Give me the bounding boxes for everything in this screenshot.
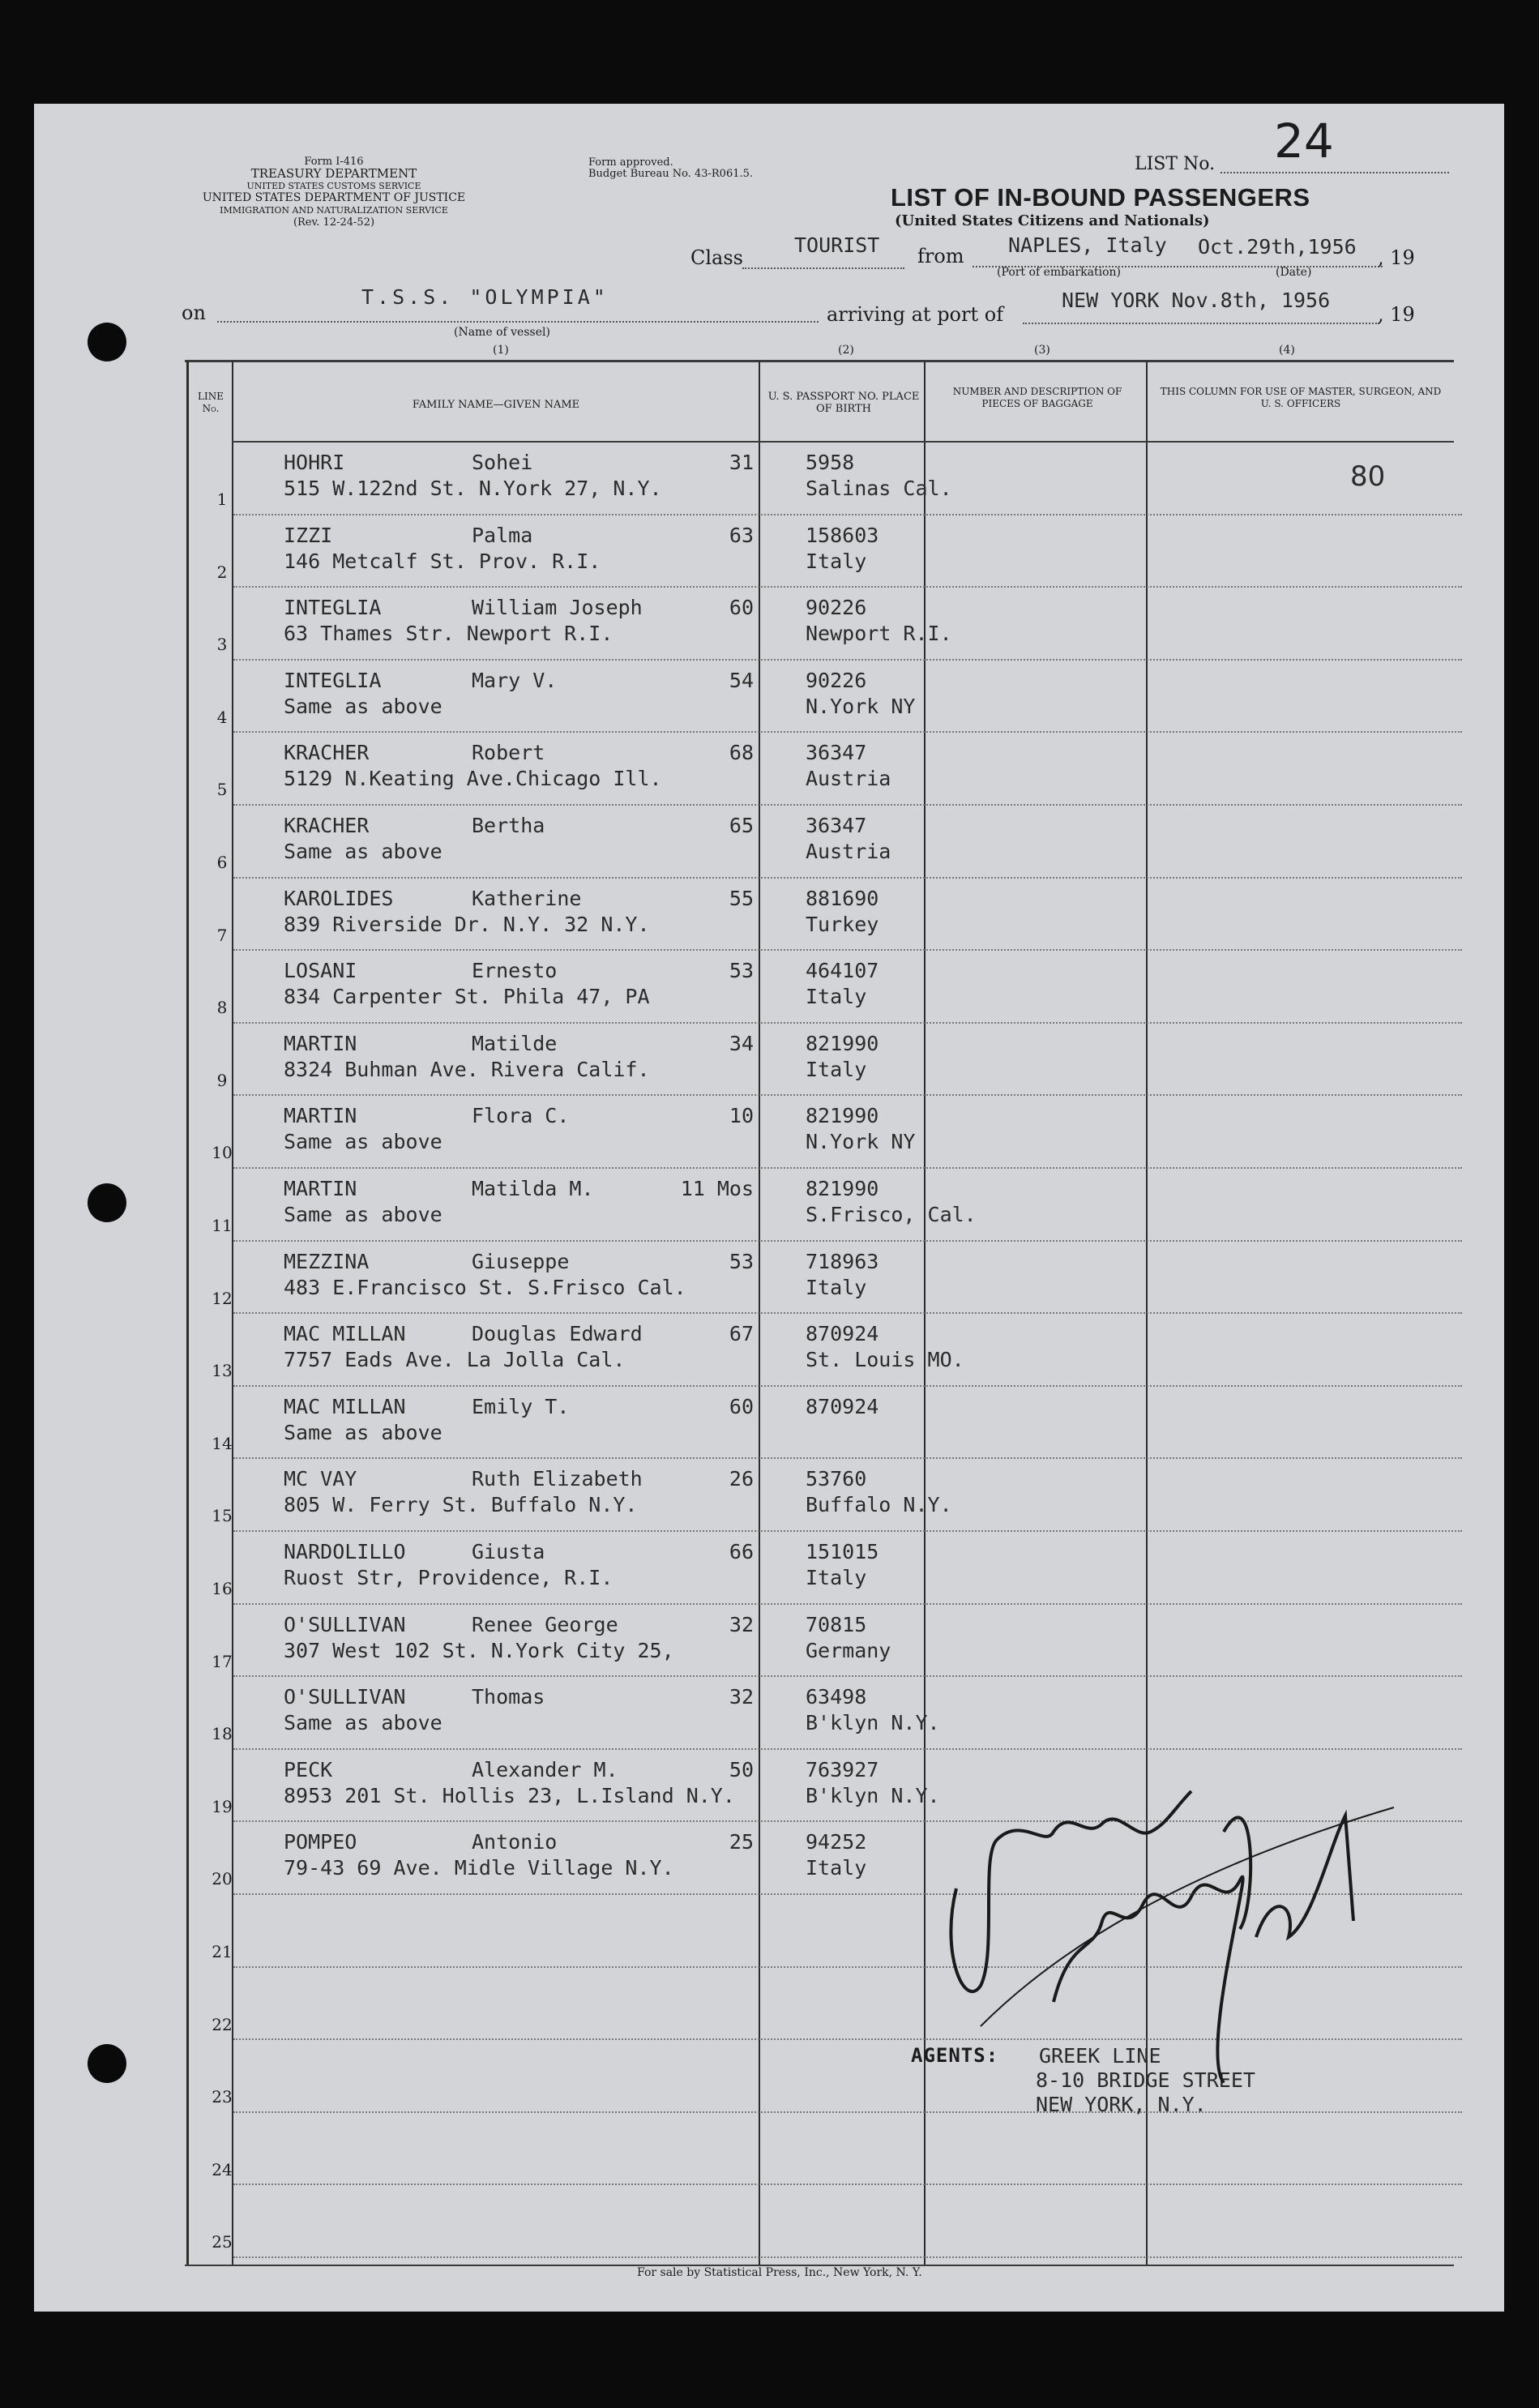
from-label: from (917, 245, 964, 267)
address: 839 Riverside Dr. N.Y. 32 N.Y. (284, 912, 650, 936)
given-name: Emily T. (472, 1394, 570, 1418)
address: Same as above (284, 840, 442, 863)
address: Ruost Str, Providence, R.I. (284, 1566, 613, 1589)
line-number: 25 (212, 2232, 233, 2252)
row-divider (233, 1240, 1462, 1242)
line-number: 7 (216, 925, 228, 945)
row-divider (233, 1675, 1462, 1677)
place-of-birth: B'klyn N.Y. (806, 1783, 940, 1807)
address: 5129 N.Keating Ave.Chicago Ill. (284, 767, 662, 791)
age: 11 Mos (680, 1177, 754, 1200)
family-name: MARTIN (284, 1104, 357, 1128)
place-of-birth: St. Louis MO. (806, 1348, 964, 1372)
revision-date: (Rev. 12-24-52) (293, 216, 375, 229)
line-number: 19 (212, 1796, 233, 1816)
given-name: Ernesto (472, 959, 558, 983)
agent-name: GREEK LINE (1039, 2044, 1161, 2068)
age: 67 (729, 1322, 754, 1346)
address: 8324 Buhman Ave. Rivera Calif. (284, 1057, 650, 1081)
line-number: 21 (212, 1942, 233, 1961)
age: 66 (729, 1540, 754, 1563)
vessel-caption: (Name of vessel) (454, 326, 550, 339)
place-of-birth: Italy (806, 985, 867, 1009)
given-name: Giusta (472, 1540, 545, 1563)
family-name: KRACHER (284, 741, 370, 765)
family-name: O'SULLIVAN (284, 1612, 406, 1636)
age: 65 (729, 814, 754, 837)
given-name: Mary V. (472, 668, 558, 692)
passport-no: 881690 (806, 886, 879, 910)
ins-service: IMMIGRATION AND NATURALIZATION SERVICE (220, 205, 448, 216)
embarkation-date: Oct.29th,1956 (1198, 235, 1357, 259)
row-divider (233, 804, 1462, 806)
place-of-birth: Austria (806, 840, 891, 863)
row-divider (233, 1530, 1462, 1532)
address: 515 W.122nd St. N.York 27, N.Y. (284, 477, 662, 500)
line-number: 6 (216, 853, 228, 872)
passport-no: 151015 (806, 1540, 879, 1563)
officer-note: 80 (1350, 460, 1386, 493)
age: 63 (729, 523, 754, 547)
passport-no: 870924 (806, 1394, 879, 1418)
punch-hole (88, 1183, 126, 1222)
line-number: 14 (212, 1433, 233, 1453)
given-name: Bertha (472, 814, 545, 837)
line-number: 10 (212, 1143, 233, 1163)
line-number: 4 (216, 707, 228, 727)
class-value: TOURIST (794, 233, 880, 257)
given-name: Renee George (472, 1612, 618, 1636)
family-name: LOSANI (284, 959, 357, 983)
line-number: 5 (216, 780, 228, 800)
row-divider (233, 1022, 1462, 1024)
family-name: O'SULLIVAN (284, 1685, 406, 1709)
col-header-line-no: LINE No. (198, 391, 224, 414)
address: Same as above (284, 694, 442, 718)
given-name: Flora C. (472, 1104, 570, 1128)
col-header-baggage: NUMBER AND DESCRIPTION OF PIECES OF BAGGAGE (952, 386, 1122, 409)
line-number: 23 (212, 2087, 233, 2107)
family-name: MEZZINA (284, 1249, 370, 1273)
passport-no: 90226 (806, 596, 867, 620)
date-caption: (Date) (1276, 266, 1312, 279)
arrival-port-date: NEW YORK Nov.8th, 1956 (1062, 289, 1331, 312)
year-label: , 19 (1378, 303, 1415, 326)
caption-1: (1) (493, 344, 509, 357)
arriving-label: arriving at port of (827, 303, 1004, 326)
arrival-line (1023, 323, 1379, 324)
place-of-birth: S.Frisco, Cal. (806, 1203, 977, 1226)
family-name: INTEGLIA (284, 668, 382, 692)
place-of-birth: Italy (806, 1856, 867, 1880)
row-divider (233, 2111, 1462, 2113)
address: Same as above (284, 1130, 442, 1154)
caption-4: (4) (1279, 344, 1295, 357)
place-of-birth: Italy (806, 1057, 867, 1081)
form-approval (588, 157, 753, 180)
age: 25 (729, 1830, 754, 1854)
given-name: Robert (472, 741, 545, 765)
age: 54 (729, 668, 754, 692)
row-divider (233, 2256, 1462, 2258)
line-number: 16 (212, 1579, 233, 1598)
line-number: 3 (216, 635, 228, 655)
header-rule (232, 441, 1454, 443)
given-name: Matilde (472, 1031, 558, 1055)
row-divider (233, 2183, 1462, 2185)
list-no-line (1221, 172, 1449, 173)
line-number: 15 (212, 1506, 233, 1526)
line-number: 11 (212, 1216, 233, 1235)
passport-no: 763927 (806, 1757, 879, 1781)
family-name: MAC MILLAN (284, 1322, 406, 1346)
agent-city: NEW YORK, N.Y. (1036, 2093, 1207, 2116)
passport-no: 36347 (806, 814, 867, 837)
form-number: Form I-416 (304, 156, 364, 168)
age: 53 (729, 959, 754, 983)
signature-icon (932, 1743, 1418, 2083)
col-header-name: FAMILY NAME—GIVEN NAME (412, 399, 580, 411)
row-divider (233, 731, 1462, 733)
address: 483 E.Francisco St. S.Frisco Cal. (284, 1275, 686, 1299)
list-no-label: LIST No. (1135, 154, 1216, 174)
family-name: IZZI (284, 523, 333, 547)
given-name: Giuseppe (472, 1249, 570, 1273)
passport-no: 821990 (806, 1031, 879, 1055)
agent-address: 8-10 BRIDGE STREET (1036, 2068, 1255, 2092)
age: 60 (729, 596, 754, 620)
family-name: MC VAY (284, 1467, 357, 1491)
port-of-embarkation: NAPLES, Italy (1008, 233, 1167, 257)
given-name: Palma (472, 523, 533, 547)
form-agency-block (188, 156, 480, 229)
family-name: POMPEO (284, 1830, 357, 1854)
family-name: KAROLIDES (284, 886, 394, 910)
place-of-birth: N.York NY (806, 694, 916, 718)
passport-no: 158603 (806, 523, 879, 547)
caption-2: (2) (838, 344, 854, 357)
printer-footer: For sale by Statistical Press, Inc., New York, N. Y. (637, 2266, 922, 2279)
agents-label: AGENTS: (911, 2044, 999, 2067)
given-name: Douglas Edward (472, 1322, 643, 1346)
family-name: KRACHER (284, 814, 370, 837)
passport-no: 53760 (806, 1467, 867, 1491)
given-name: Katherine (472, 886, 582, 910)
age: 10 (729, 1104, 754, 1128)
passport-no: 90226 (806, 668, 867, 692)
age: 60 (729, 1394, 754, 1418)
document-subtitle: (United States Citizens and Nationals) (895, 212, 1210, 229)
place-of-birth: Austria (806, 767, 891, 791)
given-name: Ruth Elizabeth (472, 1467, 643, 1491)
address: 7757 Eads Ave. La Jolla Cal. (284, 1348, 626, 1372)
row-divider (233, 514, 1462, 515)
given-name: Thomas (472, 1685, 545, 1709)
family-name: MAC MILLAN (284, 1394, 406, 1418)
row-divider (233, 877, 1462, 879)
place-of-birth: Germany (806, 1638, 891, 1662)
table-top-border (185, 360, 1454, 362)
age: 53 (729, 1249, 754, 1273)
line-number: 9 (216, 1070, 228, 1090)
passport-no: 63498 (806, 1685, 867, 1709)
punch-hole (88, 2044, 126, 2083)
passport-no: 94252 (806, 1830, 867, 1854)
row-divider (233, 1312, 1462, 1314)
class-label: Class (690, 246, 743, 269)
line-number: 2 (216, 562, 228, 582)
budget-bureau: Budget Bureau No. 43-R061.5. (588, 168, 754, 180)
address: Same as above (284, 1711, 442, 1735)
passport-no: 36347 (806, 741, 867, 765)
passport-no: 821990 (806, 1104, 879, 1128)
document-title: LIST OF IN-BOUND PASSENGERS (891, 183, 1310, 212)
caption-3: (3) (1034, 344, 1050, 357)
row-divider (233, 659, 1462, 661)
line-number: 13 (212, 1361, 233, 1381)
address: 63 Thames Str. Newport R.I. (284, 622, 613, 646)
row-divider (233, 1457, 1462, 1459)
treasury-dept: TREASURY DEPARTMENT (250, 166, 417, 181)
given-name: Antonio (472, 1830, 558, 1854)
age: 32 (729, 1612, 754, 1636)
line-number: 22 (212, 2014, 233, 2034)
family-name: HOHRI (284, 451, 345, 474)
place-of-birth: Salinas Cal. (806, 477, 952, 500)
age: 50 (729, 1757, 754, 1781)
justice-dept: UNITED STATES DEPARTMENT OF JUSTICE (202, 191, 466, 204)
place-of-birth: Italy (806, 1275, 867, 1299)
passport-no: 870924 (806, 1322, 879, 1346)
passport-no: 464107 (806, 959, 879, 983)
class-line (742, 267, 904, 269)
col-header-passport: U. S. PASSPORT NO. PLACE OF BIRTH (767, 391, 920, 415)
family-name: MARTIN (284, 1031, 357, 1055)
age: 55 (729, 886, 754, 910)
row-divider (233, 1603, 1462, 1605)
passport-no: 70815 (806, 1612, 867, 1636)
row-divider (233, 586, 1462, 588)
line-number: 18 (212, 1724, 233, 1744)
on-label: on (182, 302, 206, 324)
form-approved: Form approved. (588, 156, 673, 169)
place-of-birth: Turkey (806, 912, 879, 936)
line-number: 24 (212, 2159, 233, 2179)
passport-no: 718963 (806, 1249, 879, 1273)
row-divider (233, 949, 1462, 951)
line-number: 20 (212, 1869, 233, 1889)
address: 79-43 69 Ave. Midle Village N.Y. (284, 1856, 674, 1880)
customs-service: UNITED STATES CUSTOMS SERVICE (246, 181, 421, 191)
vessel-name: T.S.S. "OLYMPIA" (361, 285, 609, 309)
given-name: Matilda M. (472, 1177, 594, 1200)
address: 805 W. Ferry St. Buffalo N.Y. (284, 1493, 638, 1517)
line-number: 12 (212, 1288, 233, 1308)
address: 834 Carpenter St. Phila 47, PA (284, 985, 650, 1009)
family-name: PECK (284, 1757, 333, 1781)
table-left-border (186, 361, 189, 2265)
list-number: 24 (1274, 113, 1334, 169)
given-name: William Joseph (472, 596, 643, 620)
row-divider (233, 1167, 1462, 1169)
address: 307 West 102 St. N.York City 25, (284, 1638, 674, 1662)
family-name: INTEGLIA (284, 596, 382, 620)
address: 8953 201 St. Hollis 23, L.Island N.Y. (284, 1783, 735, 1807)
place-of-birth: B'klyn N.Y. (806, 1711, 940, 1735)
age: 26 (729, 1467, 754, 1491)
line-number: 1 (216, 490, 228, 509)
passport-no: 5958 (806, 451, 855, 474)
age: 31 (729, 451, 754, 474)
given-name: Sohei (472, 451, 533, 474)
given-name: Alexander M. (472, 1757, 618, 1781)
age: 68 (729, 741, 754, 765)
address: Same as above (284, 1420, 442, 1444)
place-of-birth: N.York NY (806, 1130, 916, 1154)
place-of-birth: Italy (806, 1566, 867, 1589)
port-embarkation-caption: (Port of embarkation) (997, 266, 1121, 279)
age: 34 (729, 1031, 754, 1055)
col-header-officers: THIS COLUMN FOR USE OF MASTER, SURGEON, AND U. S. OFFICERS (1160, 386, 1442, 409)
family-name: MARTIN (284, 1177, 357, 1200)
place-of-birth: Italy (806, 549, 867, 573)
row-divider (233, 1385, 1462, 1387)
line-number: 17 (212, 1651, 233, 1671)
age: 32 (729, 1685, 754, 1709)
row-divider (233, 1094, 1462, 1096)
passport-no: 821990 (806, 1177, 879, 1200)
punch-hole (88, 323, 126, 361)
address: 146 Metcalf St. Prov. R.I. (284, 549, 601, 573)
place-of-birth: Newport R.I. (806, 622, 952, 646)
family-name: NARDOLILLO (284, 1540, 406, 1563)
line-number: 8 (216, 998, 228, 1018)
vessel-line (217, 321, 819, 323)
place-of-birth: Buffalo N.Y. (806, 1493, 952, 1517)
year-label: , 19 (1378, 246, 1415, 269)
address: Same as above (284, 1203, 442, 1226)
